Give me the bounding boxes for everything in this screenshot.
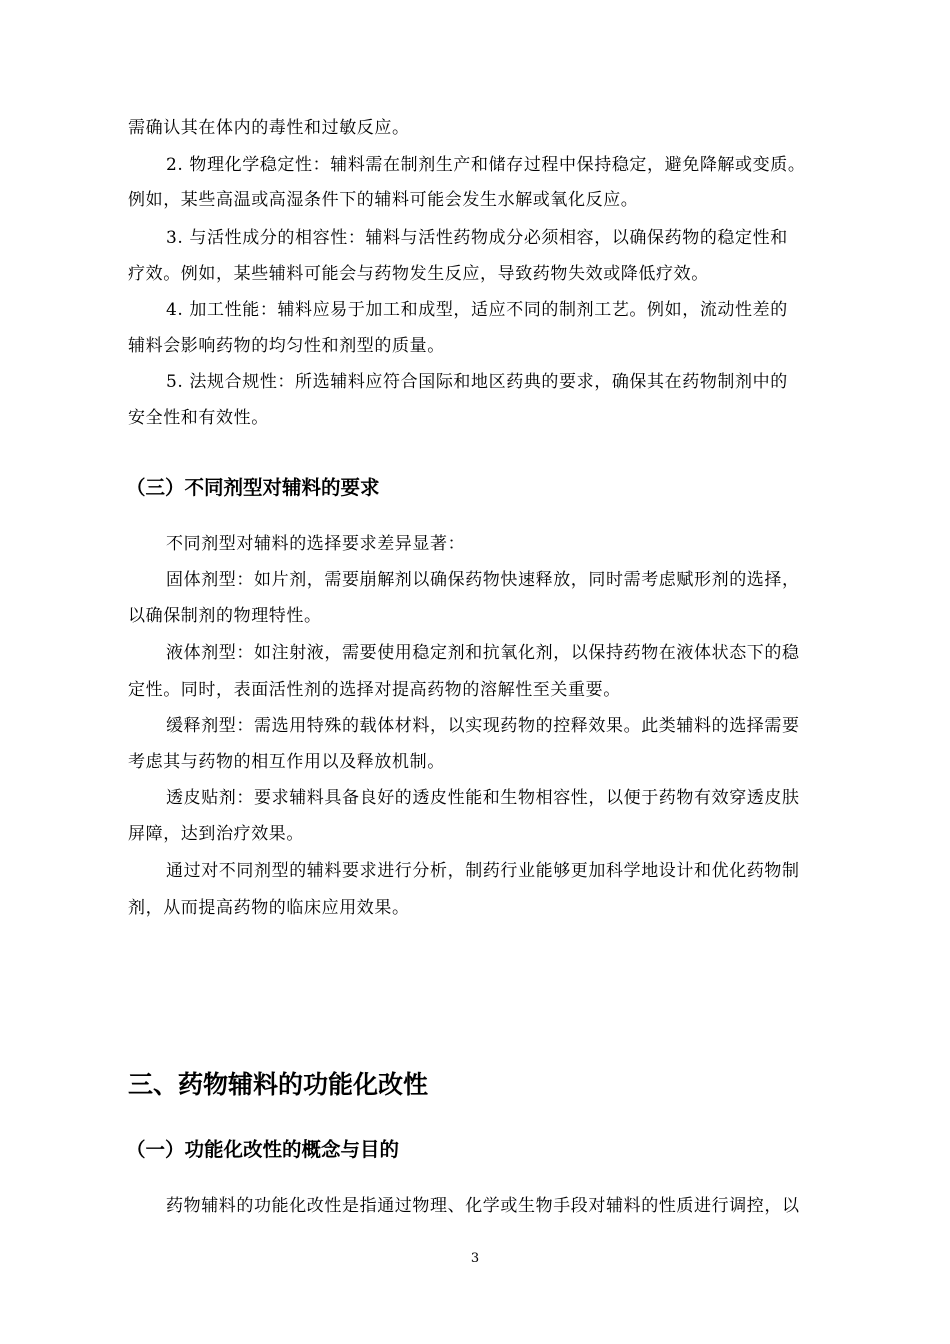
page-number: 3 xyxy=(470,1251,480,1266)
paragraph-line: 缓释剂型：需选用特殊的载体材料，以实现药物的控释效果。此类辅料的选择需要 xyxy=(166,716,800,736)
paragraph-line: 需确认其在体内的毒性和过敏反应。 xyxy=(128,118,410,138)
paragraph-line: 定性。同时，表面活性剂的选择对提高药物的溶解性至关重要。 xyxy=(128,680,621,700)
paragraph-line: 以确保制剂的物理特性。 xyxy=(128,606,322,626)
list-item-2-line: 2. 物理化学稳定性：辅料需在制剂生产和储存过程中保持稳定，避免降解或变质。 xyxy=(166,155,806,175)
subsection-heading: （三）不同剂型对辅料的要求 xyxy=(126,476,380,499)
paragraph-line: 例如，某些高温或高湿条件下的辅料可能会发生水解或氧化反应。 xyxy=(128,190,639,210)
paragraph-line: 固体剂型：如片剂，需要崩解剂以确保药物快速释放，同时需考虑赋形剂的选择， xyxy=(166,570,800,590)
paragraph-line: 剂，从而提高药物的临床应用效果。 xyxy=(128,898,410,918)
chapter-heading: 三、药物辅料的功能化改性 xyxy=(128,1070,429,1099)
paragraph-line: 辅料会影响药物的均匀性和剂型的质量。 xyxy=(128,336,445,356)
list-item-5-line: 5. 法规合规性：所选辅料应符合国际和地区药典的要求，确保其在药物制剂中的 xyxy=(166,372,788,392)
paragraph-line: 安全性和有效性。 xyxy=(128,408,269,428)
paragraph-line: 透皮贴剂：要求辅料具备良好的透皮性能和生物相容性，以便于药物有效穿透皮肤 xyxy=(166,788,800,808)
paragraph-line: 疗效。例如，某些辅料可能会与药物发生反应，导致药物失效或降低疗效。 xyxy=(128,264,709,284)
paragraph-line: 药物辅料的功能化改性是指通过物理、化学或生物手段对辅料的性质进行调控，以 xyxy=(166,1196,800,1216)
paragraph-line: 液体剂型：如注射液，需要使用稳定剂和抗氧化剂，以保持药物在液体状态下的稳 xyxy=(166,643,800,663)
paragraph-line: 屏障，达到治疗效果。 xyxy=(128,824,304,844)
list-item-4-line: 4. 加工性能：辅料应易于加工和成型，适应不同的制剂工艺。例如，流动性差的 xyxy=(166,300,788,320)
list-item-3-line: 3. 与活性成分的相容性：辅料与活性药物成分必须相容，以确保药物的稳定性和 xyxy=(166,228,788,248)
paragraph-line: 不同剂型对辅料的选择要求差异显著： xyxy=(166,534,466,554)
subsection-heading: （一）功能化改性的概念与目的 xyxy=(126,1138,400,1161)
paragraph-line: 考虑其与药物的相互作用以及释放机制。 xyxy=(128,752,445,772)
paragraph-line: 通过对不同剂型的辅料要求进行分析，制药行业能够更加科学地设计和优化药物制 xyxy=(166,861,800,881)
